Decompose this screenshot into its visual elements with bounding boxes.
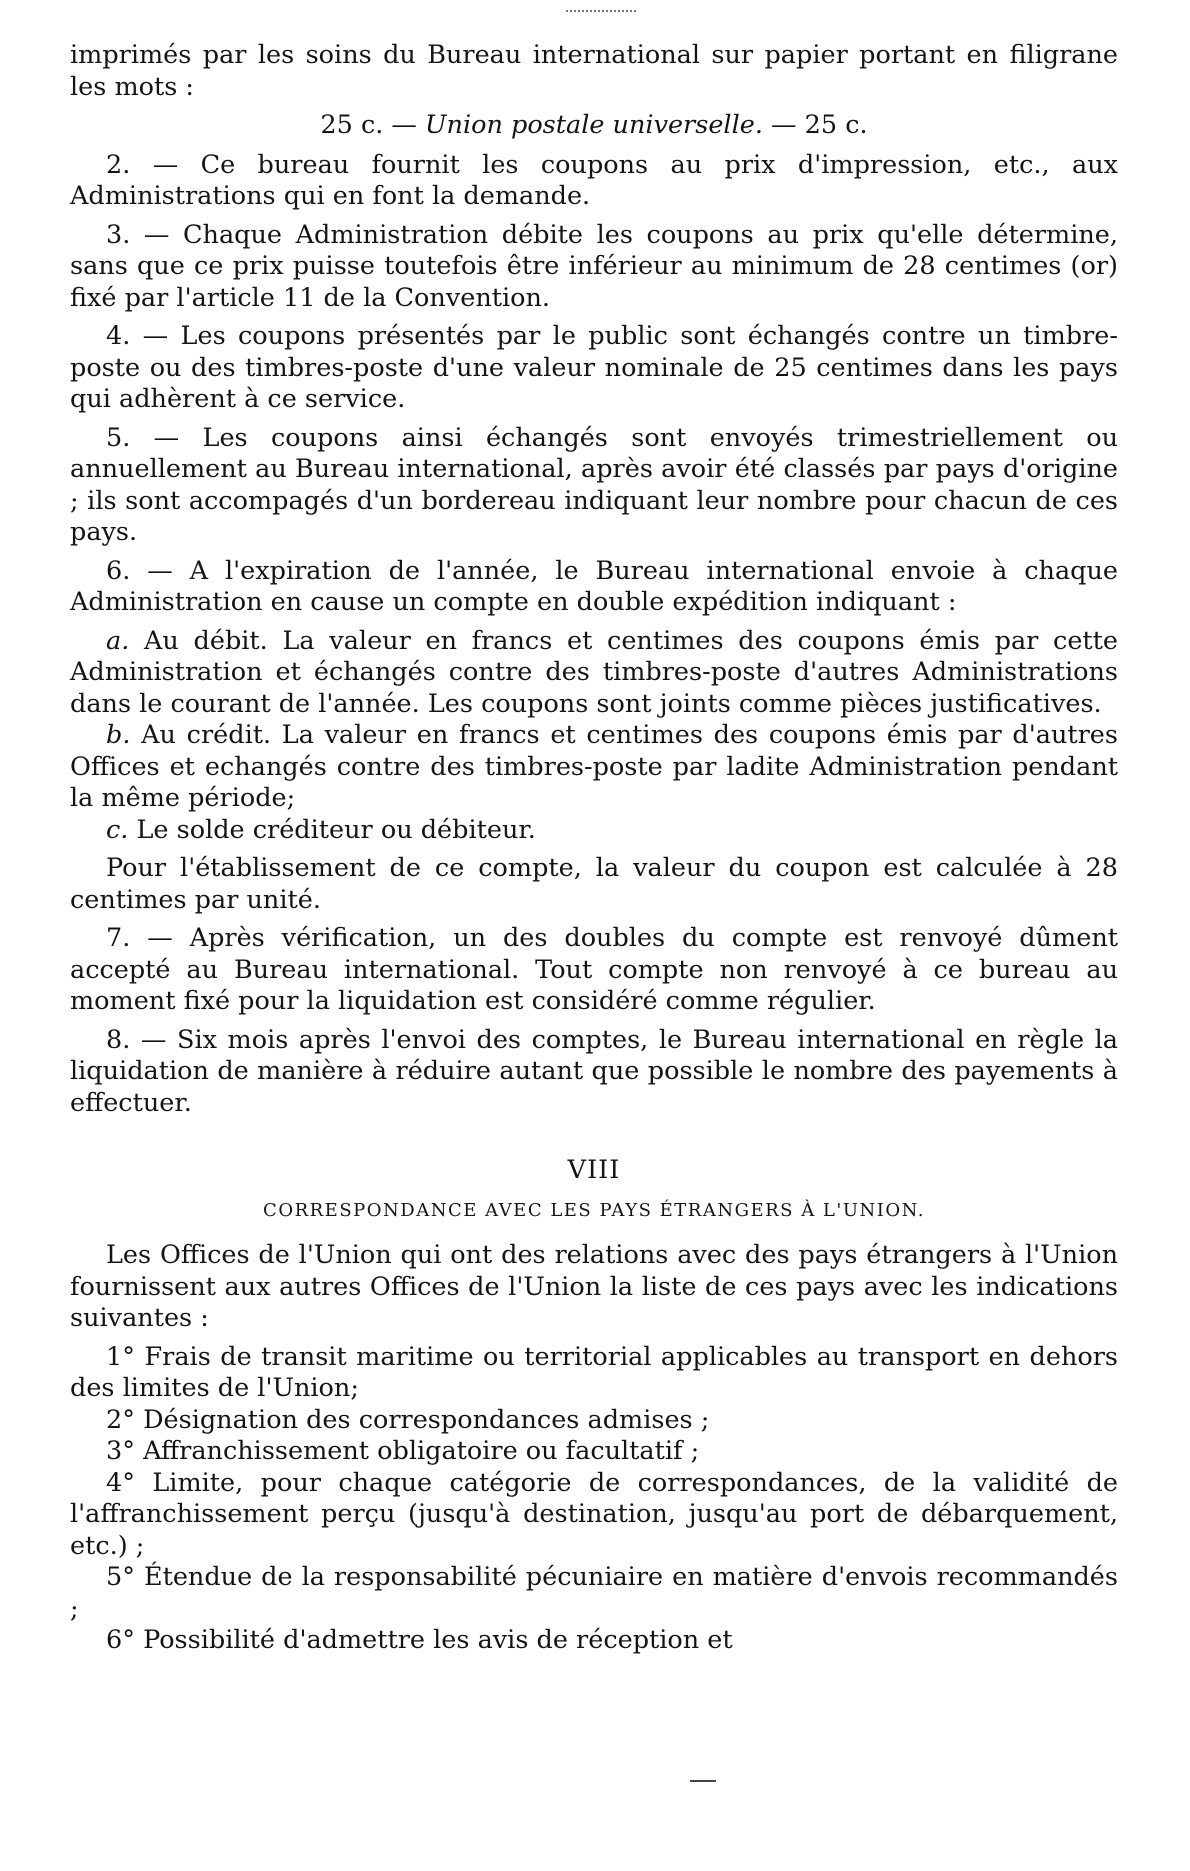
top-page-mark: [566, 10, 636, 12]
sub-item-letter: a.: [106, 625, 130, 656]
sub-item-text: Au crédit. La valeur en francs et centimes des coupons émis par d'autres Offices et echangés contre des timbres-poste par ladite Administration pendant la même période;: [70, 720, 1118, 813]
list-item-5: 5° Étendue de la responsabilité pécuniaire en matière d'envois recommandés ;: [70, 1562, 1118, 1624]
sub-item-a: [70, 626, 1118, 721]
paragraph-8: 8. — Six mois après l'envoi des comptes, le Bureau international en règle la liquidation de manière à réduire autant que possible le nombre des payements à effectuer.: [70, 1024, 1118, 1118]
sub-item-text: Au débit. La valeur en francs et centimes des coupons émis par cette Administration et échangés contre des timbres-poste d'autres Administrations dans le courant de l'année. Les coupons sont joints comme pièces justificatives.: [70, 625, 1118, 719]
list-item-4: 4° Limite, pour chaque catégorie de correspondances, de la validité de l'affranchissement perçu (jusqu'à destination, jusqu'au port de débarquement, etc.) ;: [70, 1467, 1118, 1561]
watermark-text: Union postale universelle.: [425, 110, 763, 140]
paragraph-7: 7. — Après vérification, un des doubles du compte est renvoyé dûment accepté au Bureau international. Tout compte non renvoyé à ce bureau au moment fixé pour la liquidation est considéré comme régulier.: [70, 923, 1118, 1016]
section-intro-paragraph: Les Offices de l'Union qui ont des relations avec des pays étrangers à l'Union fournissent aux autres Offices de l'Union la liste de ces pays avec les indications suivantes :: [70, 1240, 1118, 1333]
watermark-wording: [70, 110, 1118, 142]
section-title: CORRESPONDANCE AVEC LES PAYS ÉTRANGERS À L'UNION.: [263, 1199, 925, 1221]
sub-item-letter: b.: [106, 720, 131, 750]
paragraph-2: 2. — Ce bureau fournit les coupons au prix d'impression, etc., aux Administrations qui en font la demande.: [70, 149, 1118, 211]
document-page: [70, 40, 1118, 1657]
watermark-value-right: — 25 c.: [762, 110, 868, 140]
paragraph-compte: Pour l'établissement de ce compte, la valeur du coupon est calculée à 28 centimes par unité.: [70, 853, 1118, 915]
bottom-page-mark: [690, 1780, 716, 1782]
sub-item-c: [70, 815, 1118, 847]
section-number: VIII: [567, 1155, 621, 1185]
list-item-3: 3° Affranchissement obligatoire ou facultatif ;: [106, 1436, 700, 1466]
paragraph-6: 6. — A l'expiration de l'année, le Bureau international envoie à chaque Administration en cause un compte en double expédition indiquant :: [70, 555, 1118, 617]
list-item-2: 2° Désignation des correspondances admises ;: [106, 1404, 710, 1435]
paragraph-5: 5. — Les coupons ainsi échangés sont envoyés trimestriellement ou annuellement au Bureau international, après avoir été classés par pays d'origine ; ils sont accompagés d'un bordereau indiquant leur nombre pour chacun de ces pays.: [70, 422, 1118, 547]
paragraph-4: 4. — Les coupons présentés par le public sont échangés contre un timbre-poste ou des timbres-poste d'une valeur nominale de 25 centimes dans les pays qui adhèrent à ce service.: [70, 321, 1118, 414]
sub-item-letter: c.: [106, 814, 129, 845]
sub-item-text: Le solde créditeur ou débiteur.: [128, 814, 536, 845]
watermark-value-left: 25 c. —: [320, 110, 426, 140]
list-item-6: 6° Possibilité d'admettre les avis de réception et: [106, 1625, 733, 1655]
intro-paragraph: imprimés par les soins du Bureau international sur papier portant en filigrane les mots :: [70, 40, 1118, 102]
paragraph-3: 3. — Chaque Administration débite les coupons au prix qu'elle détermine, sans que ce prix puisse toutefois être inférieur au minimum de 28 centimes (or) fixé par l'article 11 de la Convention.: [70, 219, 1118, 313]
sub-item-b: [70, 720, 1118, 815]
list-item-1: 1° Frais de transit maritime ou territorial applicables au transport en dehors des limites de l'Union;: [70, 1341, 1118, 1403]
